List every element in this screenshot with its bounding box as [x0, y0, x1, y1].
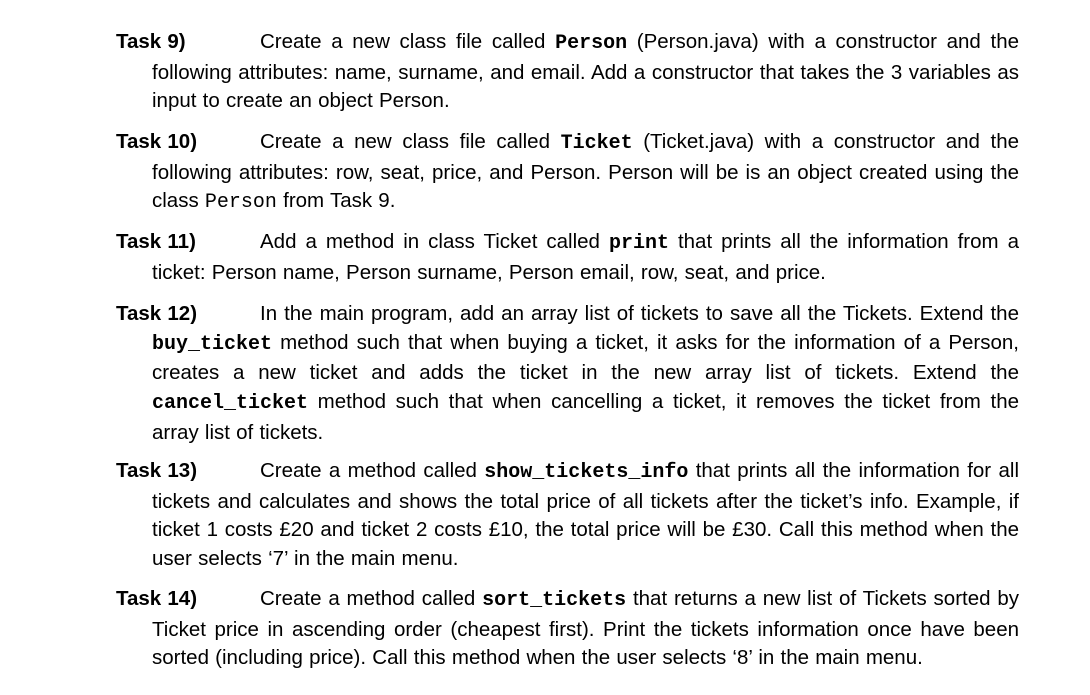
task-label: Task 14)	[116, 587, 198, 610]
inline-code: buy_ticket	[152, 332, 273, 356]
task-text: (Person.java) with a constructor and the following attributes: name, surname, and email. Add a constructor that takes the 3 variables as input to create an object Person.	[152, 30, 1019, 113]
task-text: Create a method called	[260, 459, 485, 482]
task-text: that prints all the information for all tickets and calculates and shows the total price of all tickets after the ticket’s info. Example, if ticket 1 costs £20 and ticket 2 costs £10, the total price will be £30. Call this method when the user selects ‘7’ in the main menu.	[152, 459, 1019, 571]
task-12-paragraph	[116, 300, 1019, 448]
task-11-paragraph	[116, 228, 1020, 287]
task-label: Task 13)	[116, 459, 198, 482]
task-text: Create a new class file called	[260, 130, 561, 153]
task-text: method such that when cancelling a ticket, it removes the ticket from the array list of tickets.	[152, 390, 1019, 444]
task-text: In the main program, add an array list of tickets to save all the Tickets. Extend the	[260, 302, 1019, 325]
inline-code: Person	[204, 191, 277, 215]
inline-code: print	[608, 232, 669, 255]
task-label: Task 10)	[116, 130, 198, 153]
task-14-paragraph	[116, 585, 1019, 673]
task-label: Task 11)	[116, 230, 196, 253]
inline-code: sort_tickets	[482, 589, 627, 612]
inline-code: show_tickets_info	[484, 461, 689, 484]
task-text: Create a method called	[260, 587, 483, 610]
task-text: method such that when buying a ticket, it asks for the information of a Person, creates a new ticket and adds the ticket in the new array list of tickets. Extend the	[152, 330, 1019, 385]
task-text: that prints all the information from a ticket: Person name, Person surname, Person email, row, seat, and price.	[152, 230, 1020, 284]
task-text: Add a method in class Ticket called	[260, 230, 609, 253]
task-10-paragraph	[116, 128, 1020, 218]
task-13-paragraph	[116, 457, 1019, 574]
task-text: from Task 9.	[276, 189, 396, 213]
task-9-paragraph	[116, 28, 1019, 116]
task-text: (Ticket.java) with a constructor and the following attributes: row, seat, price, and Person. Person will be is an object created using the class	[152, 130, 1020, 213]
inline-code: Person	[555, 32, 628, 55]
task-label: Task 12)	[116, 302, 198, 325]
task-text: that returns a new list of Tickets sorted by Ticket price in ascending order (cheapest first). Print the tickets information once have been sorted (including price). Call this method when the user selects ‘8’ in the main menu.	[152, 587, 1019, 670]
task-label: Task 9)	[116, 30, 186, 53]
task-text: Create a new class file called	[260, 30, 556, 53]
inline-code: Ticket	[560, 132, 633, 155]
inline-code: cancel_ticket	[152, 392, 309, 416]
